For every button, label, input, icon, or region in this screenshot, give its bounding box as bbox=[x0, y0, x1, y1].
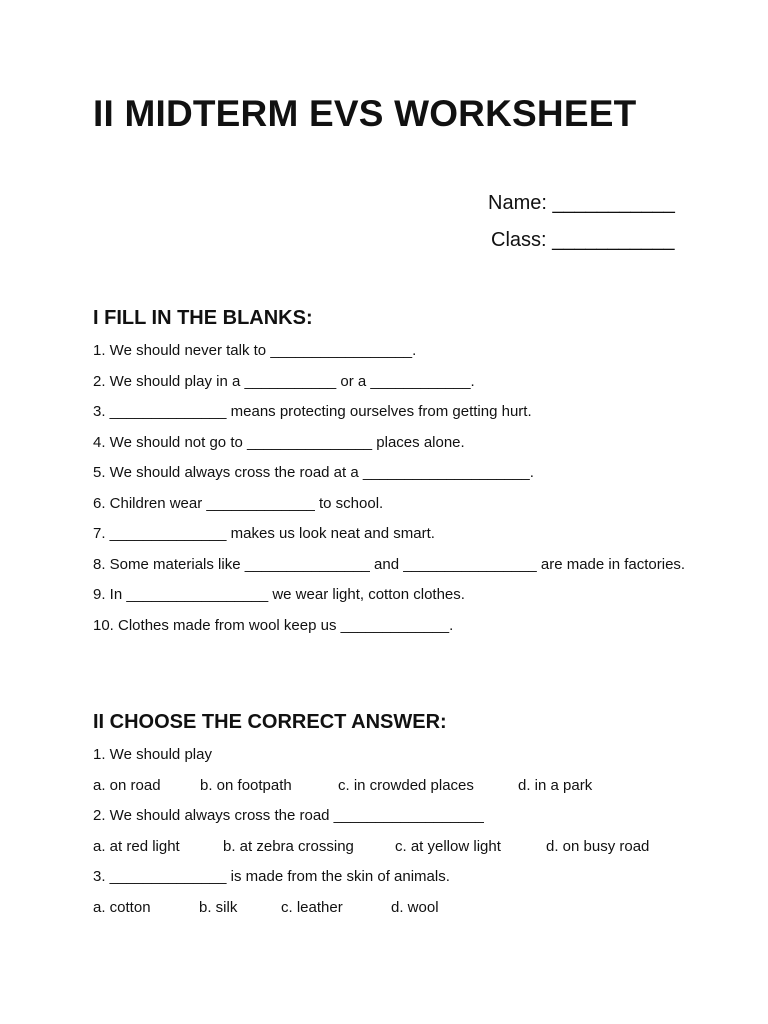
option-d: d. in a park bbox=[518, 776, 593, 794]
question-item: 10. Clothes made from wool keep us _____________. bbox=[93, 616, 454, 634]
question-item: 6. Children wear _____________ to school. bbox=[93, 494, 384, 512]
question-list bbox=[93, 340, 733, 636]
option-c: c. at yellow light bbox=[395, 837, 501, 855]
question-item: 3. ______________ means protecting ourselves from getting hurt. bbox=[93, 403, 532, 420]
class-field: Class: ___________ bbox=[491, 229, 675, 251]
question-item: 2. We should play in a ___________ or a ____________. bbox=[93, 372, 475, 390]
option-d: d. on busy road bbox=[546, 837, 650, 855]
option-d: d. wool bbox=[391, 898, 439, 916]
question-item: 2. We should always cross the road __________________ bbox=[93, 807, 484, 824]
page-title: II MIDTERM EVS WORKSHEET bbox=[93, 93, 637, 134]
student-info bbox=[488, 190, 675, 264]
question-item: 3. ______________ is made from the skin of animals. bbox=[93, 868, 450, 885]
question-item: 1. We should play bbox=[93, 746, 212, 763]
answer-options bbox=[93, 775, 733, 796]
fill-in-the-blanks-section bbox=[93, 307, 733, 645]
question-item: 7. ______________ makes us look neat and smart. bbox=[93, 525, 435, 542]
option-a: a. on road bbox=[93, 776, 161, 794]
question-item: 4. We should not go to _______________ places alone. bbox=[93, 433, 465, 451]
section-heading: I FILL IN THE BLANKS: bbox=[93, 307, 313, 329]
question-item: 5. We should always cross the road at a ____________________. bbox=[93, 464, 534, 481]
answer-options bbox=[93, 897, 733, 918]
question-item: 1. We should never talk to _________________. bbox=[93, 342, 417, 359]
option-c: c. leather bbox=[281, 898, 343, 916]
option-b: b. silk bbox=[199, 898, 238, 916]
answer-options bbox=[93, 836, 733, 857]
choose-correct-answer-section bbox=[93, 711, 733, 927]
option-a: a. at red light bbox=[93, 837, 180, 855]
name-field: Name: ___________ bbox=[488, 192, 675, 214]
option-c: c. in crowded places bbox=[338, 776, 474, 794]
option-a: a. cotton bbox=[93, 898, 151, 916]
question-item: 9. In _________________ we wear light, cotton clothes. bbox=[93, 586, 465, 603]
option-b: b. at zebra crossing bbox=[223, 837, 354, 855]
section-heading: II CHOOSE THE CORRECT ANSWER: bbox=[93, 711, 447, 733]
question-list bbox=[93, 744, 733, 918]
option-b: b. on footpath bbox=[200, 776, 292, 794]
question-item: 8. Some materials like _______________ and ________________ are made in factories. bbox=[93, 555, 686, 573]
